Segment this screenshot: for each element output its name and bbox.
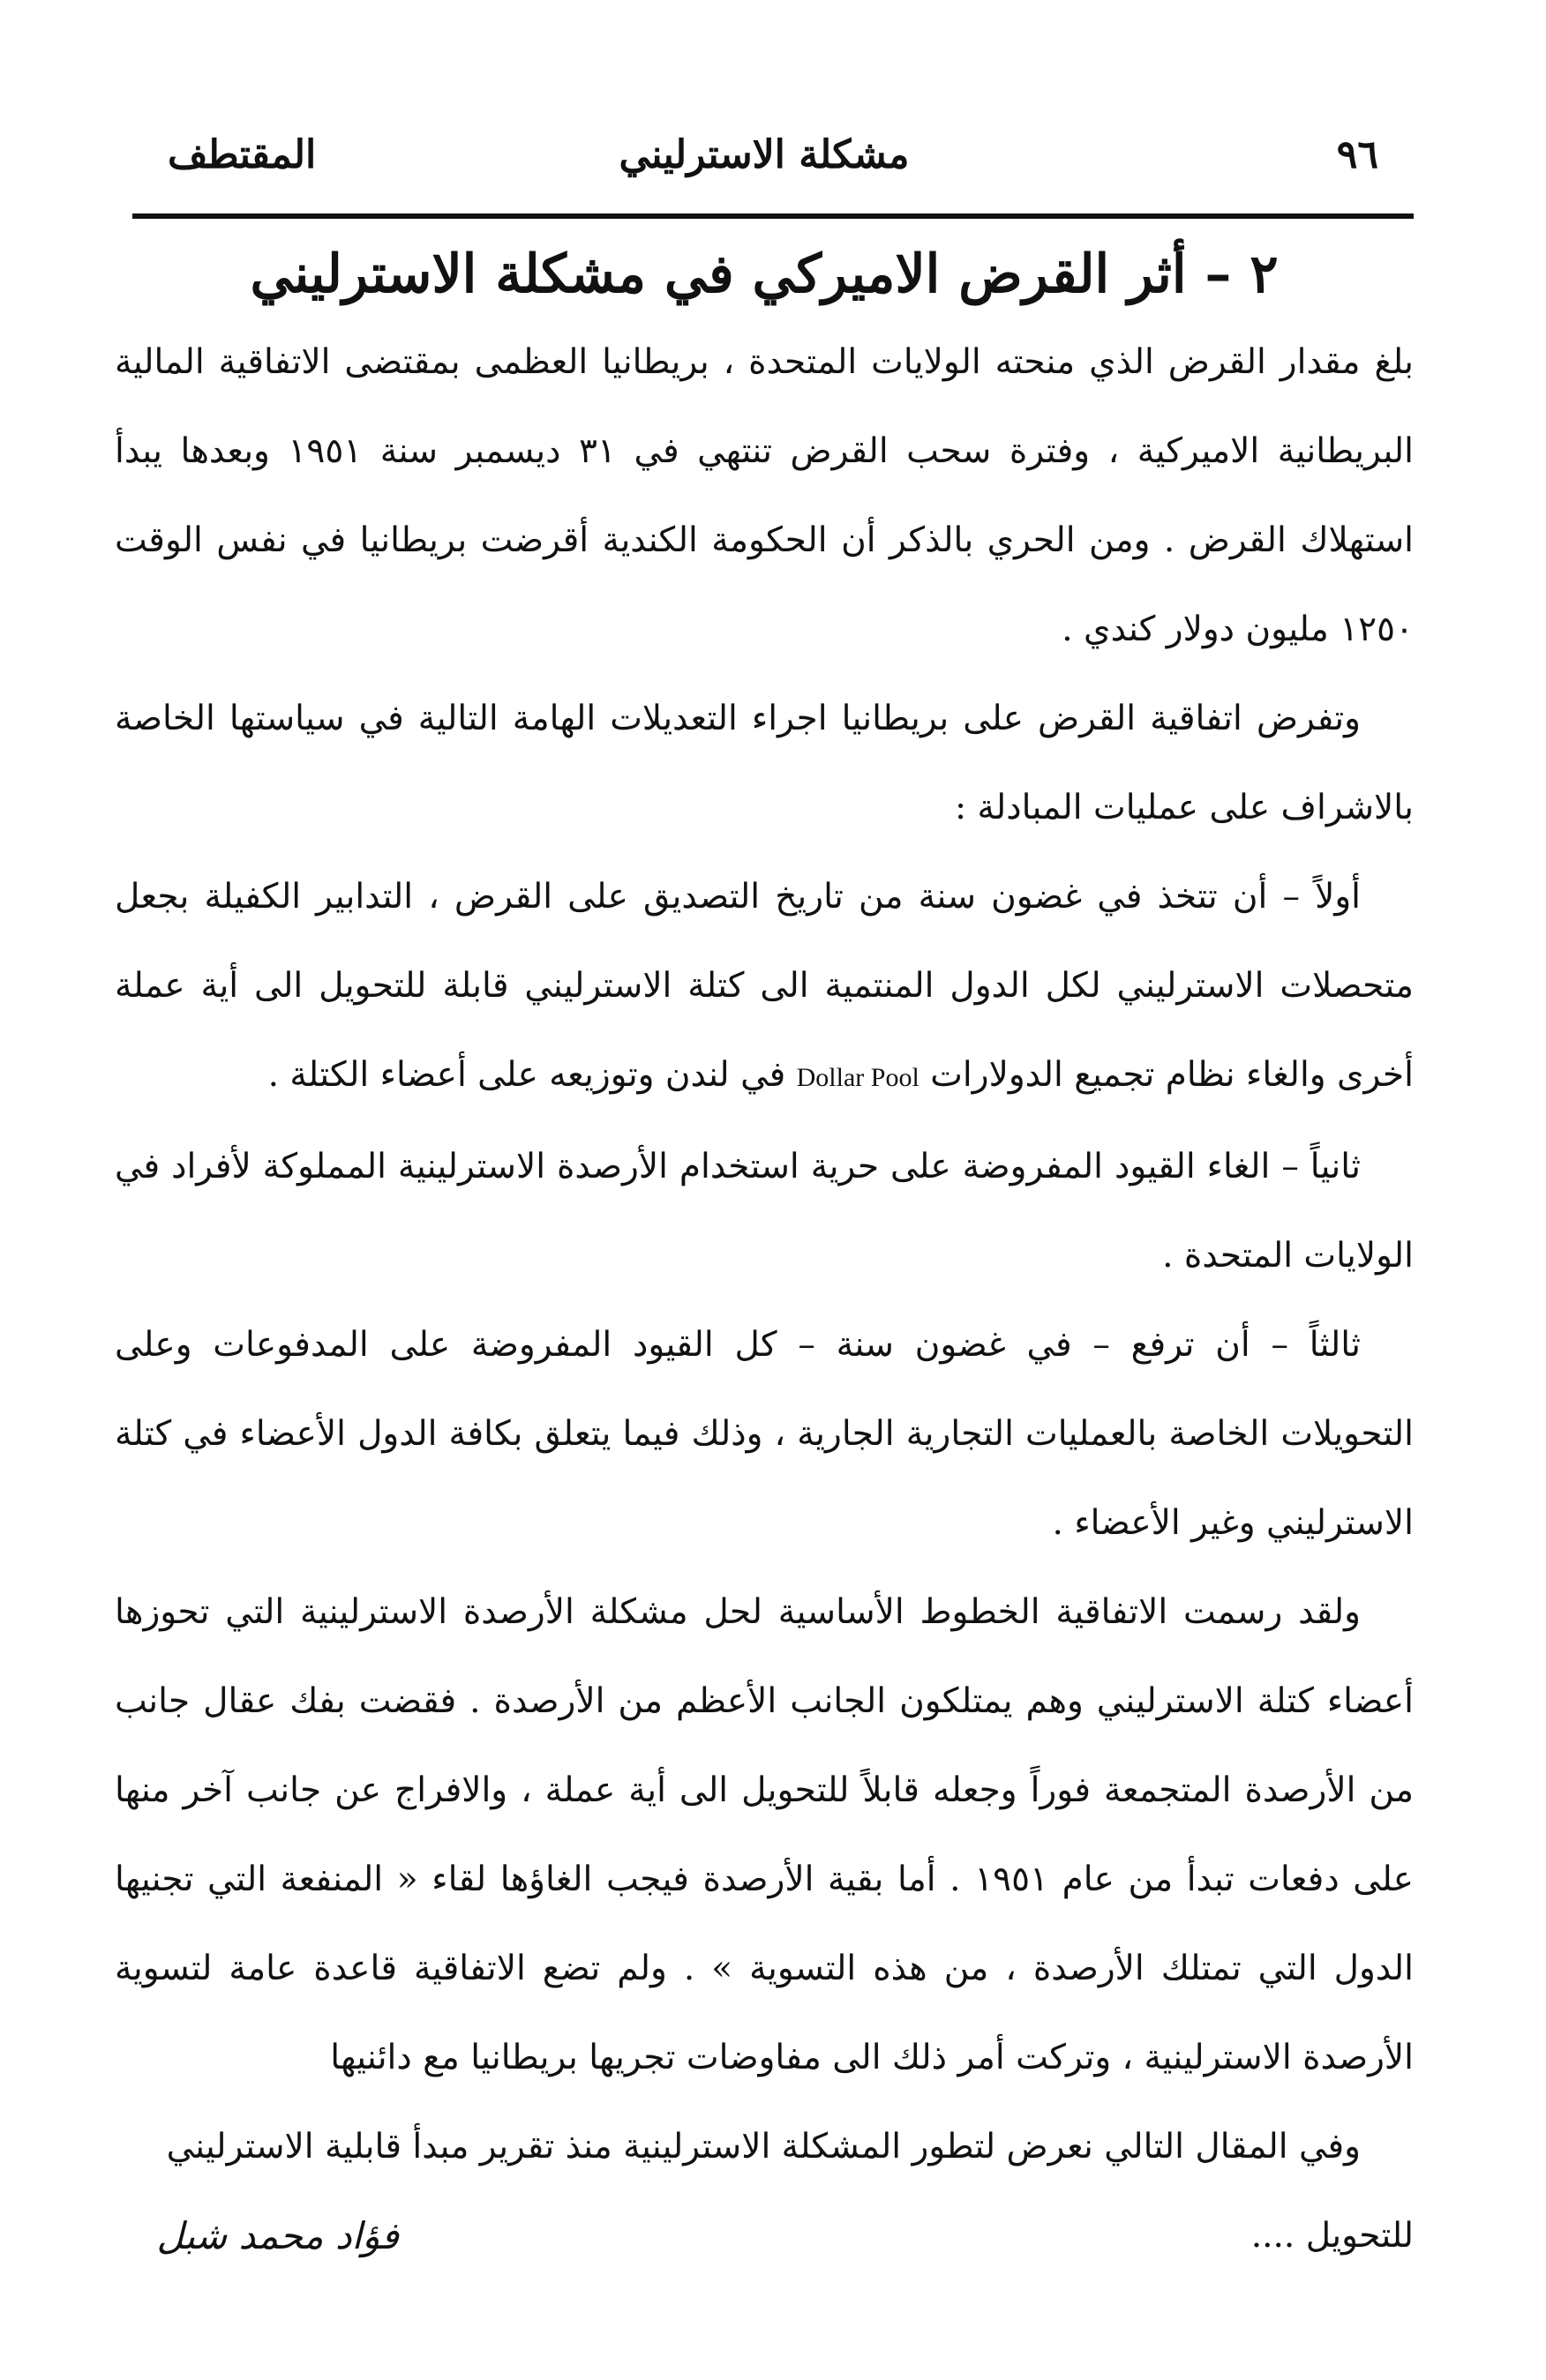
paragraph-loan-amount: بلغ مقدار القرض الذي منحته الولايات المتحدة ، بريطانيا العظمى بمقتضى الاتفاقية المالية البريطانية الاميركية ، وفترة سحب القرض تنتهي في ٣١ ديسمبر سنة ١٩٥١ وبعدها يبدأ استهلاك القرض . ومن الحري بالذكر أن الحكومة الكندية أقرضت بريطانيا في نفس الوقت ١٢٥٠ مليون دولار كندي . <box>115 342 1414 649</box>
paragraph-loan-conditions: وتفرض اتفاقية القرض على بريطانيا اجراء التعديلات الهامة التالية في سياستها الخاصة بالاشراف على عمليات المبادلة : <box>115 699 1414 827</box>
closing-word: للتحويل .... <box>1250 2216 1414 2256</box>
page-number: ٩٦ <box>1336 132 1378 177</box>
paragraph-second-condition: ثانياً – الغاء القيود المفروضة على حرية استخدام الأرصدة الاسترلينية المملوكة لأفراد في الولايات المتحدة . <box>115 1147 1414 1276</box>
closing-line <box>115 2191 1414 2280</box>
first-condition-tail: في لندن وتوزيعه على أعضاء الكتلة . <box>267 1055 786 1095</box>
paragraph-first-condition <box>115 852 1414 1122</box>
article-body <box>115 318 1414 2280</box>
section-heading: ٢ – أثر القرض الاميركي في مشكلة الاسترليني <box>250 243 1279 305</box>
paragraph-next-article: وفي المقال التالي نعرض لتطور المشكلة الاسترلينية منذ تقرير مبدأ قابلية الاسترليني <box>166 2127 1361 2167</box>
author-signature: فؤاد محمد شبل <box>156 2214 399 2257</box>
paragraph-third-condition: ثالثاً – أن ترفع – في غضون سنة – كل القيود المفروضة على المدفوعات وعلى التحويلات الخاصة بالعمليات التجارية الجارية ، وذلك فيما يتعلق بكافة الدول الأعضاء في كتلة الاسترليني وغير الأعضاء . <box>115 1325 1414 1543</box>
running-header <box>115 115 1414 185</box>
paragraph-sterling-balances: ولقد رسمت الاتفاقية الخطوط الأساسية لحل مشكلة الأرصدة الاسترلينية التي تحوزها أعضاء كتلة الاسترليني وهم يمتلكون الجانب الأعظم من الأرصدة . فقضت بفك عقال جانب من الأرصدة المتجمعة فوراً وجعله قابلاً للتحويل الى أية عملة ، والافراج عن جانب آخر منها على دفعات تبدأ من عام ١٩٥١ . أما بقية الأرصدة فيجب الغاؤها لقاء « المنفعة التي تجنيها الدول التي تمتلك الأرصدة ، من هذه التسوية » . ولم تضع الاتفاقية قاعدة عامة لتسوية الأرصدة الاسترلينية ، وتركت أمر ذلك الى مفاوضات تجريها بريطانيا مع دائنيها <box>115 1592 1414 2077</box>
header-rule <box>132 213 1414 219</box>
first-condition-text: أولاً – أن تتخذ في غضون سنة من تاريخ التصديق على القرض ، التدابير الكفيلة بجعل متحصلات الاسترليني لكل الدول المنتمية الى كتلة الاسترليني قابلة للتحويل الى أية عملة أخرى والغاء نظام تجميع الدولارات <box>115 877 1414 1095</box>
journal-name: المقتطف <box>168 132 317 177</box>
latin-term: Dollar Pool <box>796 1063 919 1092</box>
running-title: مشكلة الاسترليني <box>619 132 910 177</box>
